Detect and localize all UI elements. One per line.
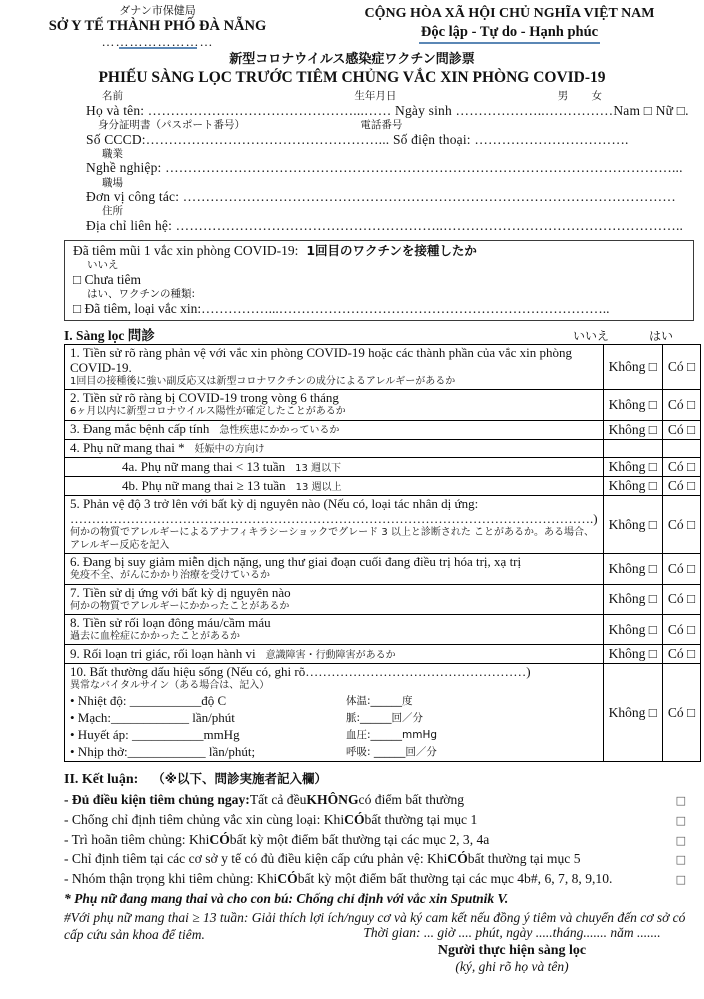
q5-no-checkbox-cell[interactable]: Không □: [603, 496, 662, 554]
label-female-jp: 女: [591, 90, 603, 103]
q8-text-jp: 過去に血栓症にかかったことがあるか: [70, 630, 240, 642]
conclusion-1-tail: bất thường tại mục 1: [364, 811, 478, 827]
vital-pulse-jp: 脈:______回／分: [346, 711, 424, 724]
conclusion-heading-jp: （※以下、問診実施者記入欄）: [152, 771, 327, 787]
q9-text-jp: 意識障害・行動障害があるか: [265, 649, 396, 661]
label-dob-jp: 生年月日: [354, 90, 397, 103]
personal-info-section: [86, 90, 694, 234]
q6-yes-checkbox-cell[interactable]: Có □: [662, 554, 700, 584]
conclusion-4-checkbox[interactable]: □: [675, 873, 686, 887]
table-row-q10: [65, 664, 701, 762]
vital-pulse-row: [70, 710, 598, 727]
conclusion-item-caution: [64, 871, 692, 887]
first-dose-question-vi: Đã tiêm mũi 1 vắc xin phòng COVID-19:: [73, 243, 299, 259]
q4a-text-jp: 13 週以下: [295, 462, 342, 474]
q1-text-vi: 1. Tiền sử rõ ràng phản vệ với vắc xin phòng COVID-19 hoặc các thành phần của vắc xin phòng COVID-19.: [70, 344, 573, 375]
conclusion-2-tail: bất kỳ một điểm bất thường tại các mục 2, 3, 4a: [229, 831, 490, 847]
table-row-q7: [65, 584, 701, 614]
screening-section-title: I. Sàng lọc 問診: [64, 327, 155, 343]
first-dose-yes-checkbox[interactable]: □ Đã tiêm, loại vắc xin:……………...………………………………………………………………..: [73, 300, 610, 316]
conclusion-section: [64, 769, 692, 887]
label-address-jp: 住所: [102, 205, 123, 218]
q8-no-checkbox-cell[interactable]: Không □: [603, 615, 662, 645]
q5-fillin-dots[interactable]: ………………………………………………………………………………………………………….): [70, 511, 598, 527]
conclusion-4-tail: bất kỳ một điểm bất thường tại các mục 4b#, 6, 7, 8, 9,10.: [297, 871, 613, 887]
conclusion-item-hospital: [64, 851, 692, 867]
q3-yes-checkbox-cell[interactable]: Có □: [662, 420, 700, 439]
q10-no-checkbox-cell[interactable]: Không □: [603, 664, 662, 762]
conclusion-4-mid: - Nhóm thận trọng khi tiêm chủng: Khi: [64, 871, 278, 887]
q2-yes-checkbox-cell[interactable]: Có □: [662, 390, 700, 420]
republic-title: CỘNG HÒA XÃ HỘI CHỦ NGHĨA VIỆT NAM: [364, 6, 655, 21]
q10-text-jp: 異常なバイタルサイン（ある場合は、記入）: [70, 680, 270, 692]
vital-temperature-row: [70, 693, 598, 710]
q7-text-vi: 7. Tiền sử dị ứng với bất kỳ dị nguyên nào: [70, 584, 291, 600]
vital-blood-pressure-row: [70, 727, 598, 744]
footnote-pregnant-13weeks: #Với phụ nữ mang thai ≥ 13 tuần: Giải thích lợi ích/nguy cơ và ký cam kết nếu đồng ý tiêm và chuyển đến cơ sở có cấp cứu sản khoa để tiêm.: [64, 910, 686, 943]
conclusion-2-key: CÓ: [209, 831, 230, 847]
table-row-q3: [65, 420, 701, 439]
datetime-line[interactable]: Thời gian: ... giờ .... phút, ngày .....tháng....... năm .......: [363, 925, 661, 940]
vital-breathing-jp: 呼吸: ______回／分: [346, 745, 437, 758]
conclusion-0-tail: có điểm bất thường: [358, 791, 465, 807]
conclusion-0-checkbox[interactable]: □: [675, 793, 686, 807]
workplace-field[interactable]: Đơn vị công tác: ………………………………………………………………………………………………: [86, 189, 676, 205]
q1-yes-checkbox-cell[interactable]: Có □: [662, 344, 700, 389]
q2-text-jp: 6ヶ月以内に新型コロナウイルス陽性が確定したことがあるか: [70, 406, 346, 418]
label-name-jp: 名前: [102, 90, 123, 103]
q9-no-checkbox-cell[interactable]: Không □: [603, 645, 662, 664]
table-row-q6: [65, 554, 701, 584]
q5-yes-checkbox-cell[interactable]: Có □: [662, 496, 700, 554]
vital-breathing-field[interactable]: • Nhịp thở:____________ lần/phút;: [70, 743, 256, 759]
first-dose-yes-jp: はい、ワクチンの種類:: [87, 288, 196, 301]
first-dose-question: [73, 243, 685, 259]
first-dose-no-checkbox[interactable]: □ Chưa tiêm: [73, 271, 141, 287]
q7-no-checkbox-cell[interactable]: Không □: [603, 584, 662, 614]
footnote-pregnant-sputnik: * Phụ nữ đang mang thai và cho con bú: Chống chỉ định với vắc xin Sputnik V.: [64, 890, 509, 906]
screening-header: [64, 324, 696, 344]
q10-text-vi: 10. Bất thường dấu hiệu sống (Nếu có, ghi rõ……………………………………………): [70, 664, 531, 680]
issuing-agency-block: [0, 5, 315, 49]
label-id-jp: 身分証明書（パスポート番号）: [98, 119, 245, 132]
jp-label-row-job: [86, 148, 694, 161]
conclusion-item-eligible: [64, 792, 692, 808]
conclusion-1-checkbox[interactable]: □: [675, 813, 686, 827]
conclusion-2-mid: - Trì hoãn tiêm chủng: Khi: [64, 831, 210, 847]
first-dose-box: [64, 240, 694, 321]
table-row-q4b: [65, 477, 701, 496]
q1-text-jp: 1回目の接種後に強い副反応又は新型コロナワクチンの成分によるアレルギーがあるか: [70, 375, 456, 387]
conclusion-3-checkbox[interactable]: □: [675, 853, 686, 867]
q6-text-jp: 免疫不全、がんにかかり治療を受けているか: [70, 570, 270, 582]
conclusion-3-key: CÓ: [447, 851, 468, 867]
q2-no-checkbox-cell[interactable]: Không □: [603, 390, 662, 420]
table-row-q8: [65, 615, 701, 645]
id-phone-field[interactable]: Số CCCD:……………………………………………... Số điện thoại: …………………………….: [86, 131, 629, 147]
form-header: [0, 0, 704, 49]
q3-text-vi: 3. Đang mắc bệnh cấp tính: [70, 421, 210, 437]
agency-name-jp: ダナン市保健局: [119, 4, 196, 17]
table-row-q4a: [65, 458, 701, 477]
q6-text-vi: 6. Đang bị suy giảm miễn dịch nặng, ung thư giai đoạn cuối đang điều trị hóa trị, xạ trị: [70, 554, 522, 570]
conclusion-3-mid: - Chỉ định tiêm tại các cơ sở y tế có đủ điều kiện cấp cứu phản vệ: Khi: [64, 851, 448, 867]
q3-text-jp: 急性疾患にかかっているか: [219, 425, 340, 437]
jp-label-row-workplace: [86, 177, 694, 190]
conclusion-1-key: CÓ: [344, 811, 365, 827]
screener-title: Người thực hiện sàng lọc: [437, 943, 587, 958]
q4a-text-vi: 4a. Phụ nữ mang thai < 13 tuần: [122, 458, 286, 474]
conclusion-3-tail: bất thường tại mục 5: [467, 851, 581, 867]
name-dob-sex-field[interactable]: Họ và tên: ………………………………………...…… Ngày sinh ………………..……………Nam □ Nữ □.: [86, 102, 689, 118]
q4-no-cell-empty: [603, 439, 662, 458]
q1-no-checkbox-cell[interactable]: Không □: [603, 344, 662, 389]
occupation-field[interactable]: Nghề nghiệp: …………………………………………………………………………………………………...: [86, 160, 683, 176]
q5-text-vi: 5. Phản vệ độ 3 trở lên với bất kỳ dị nguyên nào (Nếu có, loại tác nhân dị ứng:: [70, 496, 479, 512]
q8-text-vi: 8. Tiền sử rối loạn đông máu/cầm máu: [70, 615, 271, 631]
vital-temperature-field[interactable]: • Nhiệt độ: ___________độ C: [70, 692, 227, 708]
q4b-no-checkbox-cell[interactable]: Không □: [603, 477, 662, 496]
column-header-yes: はい: [648, 328, 673, 343]
national-header-block: [315, 5, 704, 49]
vital-pulse-field[interactable]: • Mạch:____________ lần/phút: [70, 709, 235, 725]
table-row-q5: [65, 496, 701, 554]
conclusion-heading: [64, 769, 692, 788]
agency-number-dots: ……………………: [0, 35, 315, 49]
q7-text-jp: 何かの物質でアレルギーにかかったことがあるか: [70, 600, 290, 612]
label-phone-jp: 電話番号: [360, 119, 403, 132]
conclusion-0-key: KHÔNG: [306, 791, 359, 807]
address-field[interactable]: Địa chỉ liên hệ: …………………………………………………..……………………………………………..: [86, 218, 684, 234]
form-title-vi: PHIẾU SÀNG LỌC TRƯỚC TIÊM CHỦNG VẮC XIN PHÒNG COVID-19: [98, 68, 606, 86]
conclusion-2-checkbox[interactable]: □: [675, 833, 686, 847]
vital-temperature-jp: 体温:______度: [346, 694, 413, 707]
conclusion-4-key: CÓ: [277, 871, 298, 887]
jp-label-row-id: [86, 119, 694, 132]
label-job-jp: 職業: [102, 147, 123, 160]
q6-no-checkbox-cell[interactable]: Không □: [603, 554, 662, 584]
vital-breathing-row: [70, 744, 598, 761]
form-title-jp: 新型コロナウイルス感染症ワクチン問診票: [229, 52, 475, 68]
conclusion-0-lead: - Đủ điều kiện tiêm chủng ngay:: [64, 791, 250, 807]
table-row-q2: [65, 390, 701, 420]
jp-label-row-address: [86, 205, 694, 218]
q4-text-jp: 妊娠中の方向け: [194, 443, 265, 455]
conclusion-0-mid: Tất cả đều: [249, 791, 307, 807]
q4b-text-vi: 4b. Phụ nữ mang thai ≥ 13 tuần: [122, 477, 286, 493]
conclusion-item-postpone: [64, 832, 692, 848]
national-motto: Độc lập - Tự do - Hạnh phúc: [419, 24, 600, 44]
q8-yes-checkbox-cell[interactable]: Có □: [662, 615, 700, 645]
vital-blood-pressure-jp: 血圧:______mmHg: [346, 728, 438, 741]
screening-table: [64, 344, 701, 763]
jp-label-row-name: [86, 90, 694, 103]
vital-blood-pressure-field[interactable]: • Huyết áp: ___________mmHg: [70, 726, 240, 742]
q4a-no-checkbox-cell[interactable]: Không □: [603, 458, 662, 477]
q4a-yes-checkbox-cell[interactable]: Có □: [662, 458, 700, 477]
table-row-q9: [65, 645, 701, 664]
q7-yes-checkbox-cell[interactable]: Có □: [662, 584, 700, 614]
conclusion-1-mid: - Chống chỉ định tiêm chủng vắc xin cùng loại: Khi: [64, 811, 345, 827]
label-male-jp: 男: [557, 90, 569, 103]
q2-text-vi: 2. Tiền sử rõ ràng bị COVID-19 trong vòng 6 tháng: [70, 390, 339, 406]
q9-text-vi: 9. Rối loạn tri giác, rối loạn hành vi: [70, 645, 256, 661]
first-dose-question-jp: 1回目のワクチンを接種したか: [306, 243, 477, 259]
signature-instruction: (ký, ghi rõ họ và tên): [455, 959, 569, 974]
agency-name-vi: SỞ Y TẾ THÀNH PHỐ ĐÀ NẴNG: [48, 17, 267, 34]
q5-text-jp: 何かの物質でアレルギーによるアナフィキラシーショックでグレード 3 以上と診断された ことがあるか。ある場合、アレルギー反応を記入: [70, 527, 595, 551]
label-workplace-jp: 職場: [102, 176, 123, 189]
q9-yes-checkbox-cell[interactable]: Có □: [662, 645, 700, 664]
q4b-text-jp: 13 週以上: [295, 481, 342, 493]
q4-yes-cell-empty: [662, 439, 700, 458]
signature-block: [330, 925, 694, 975]
q4-text-vi: 4. Phụ nữ mang thai *: [70, 439, 185, 455]
column-header-no: いいえ: [572, 328, 609, 343]
first-dose-no-jp: いいえ: [87, 259, 119, 272]
q10-yes-checkbox-cell[interactable]: Có □: [662, 664, 700, 762]
table-row-q4: [65, 439, 701, 458]
table-row-q1: [65, 344, 701, 389]
q3-no-checkbox-cell[interactable]: Không □: [603, 420, 662, 439]
conclusion-item-contraindicated: [64, 812, 692, 828]
q4b-yes-checkbox-cell[interactable]: Có □: [662, 477, 700, 496]
conclusion-heading-vi: II. Kết luận:: [64, 772, 139, 788]
